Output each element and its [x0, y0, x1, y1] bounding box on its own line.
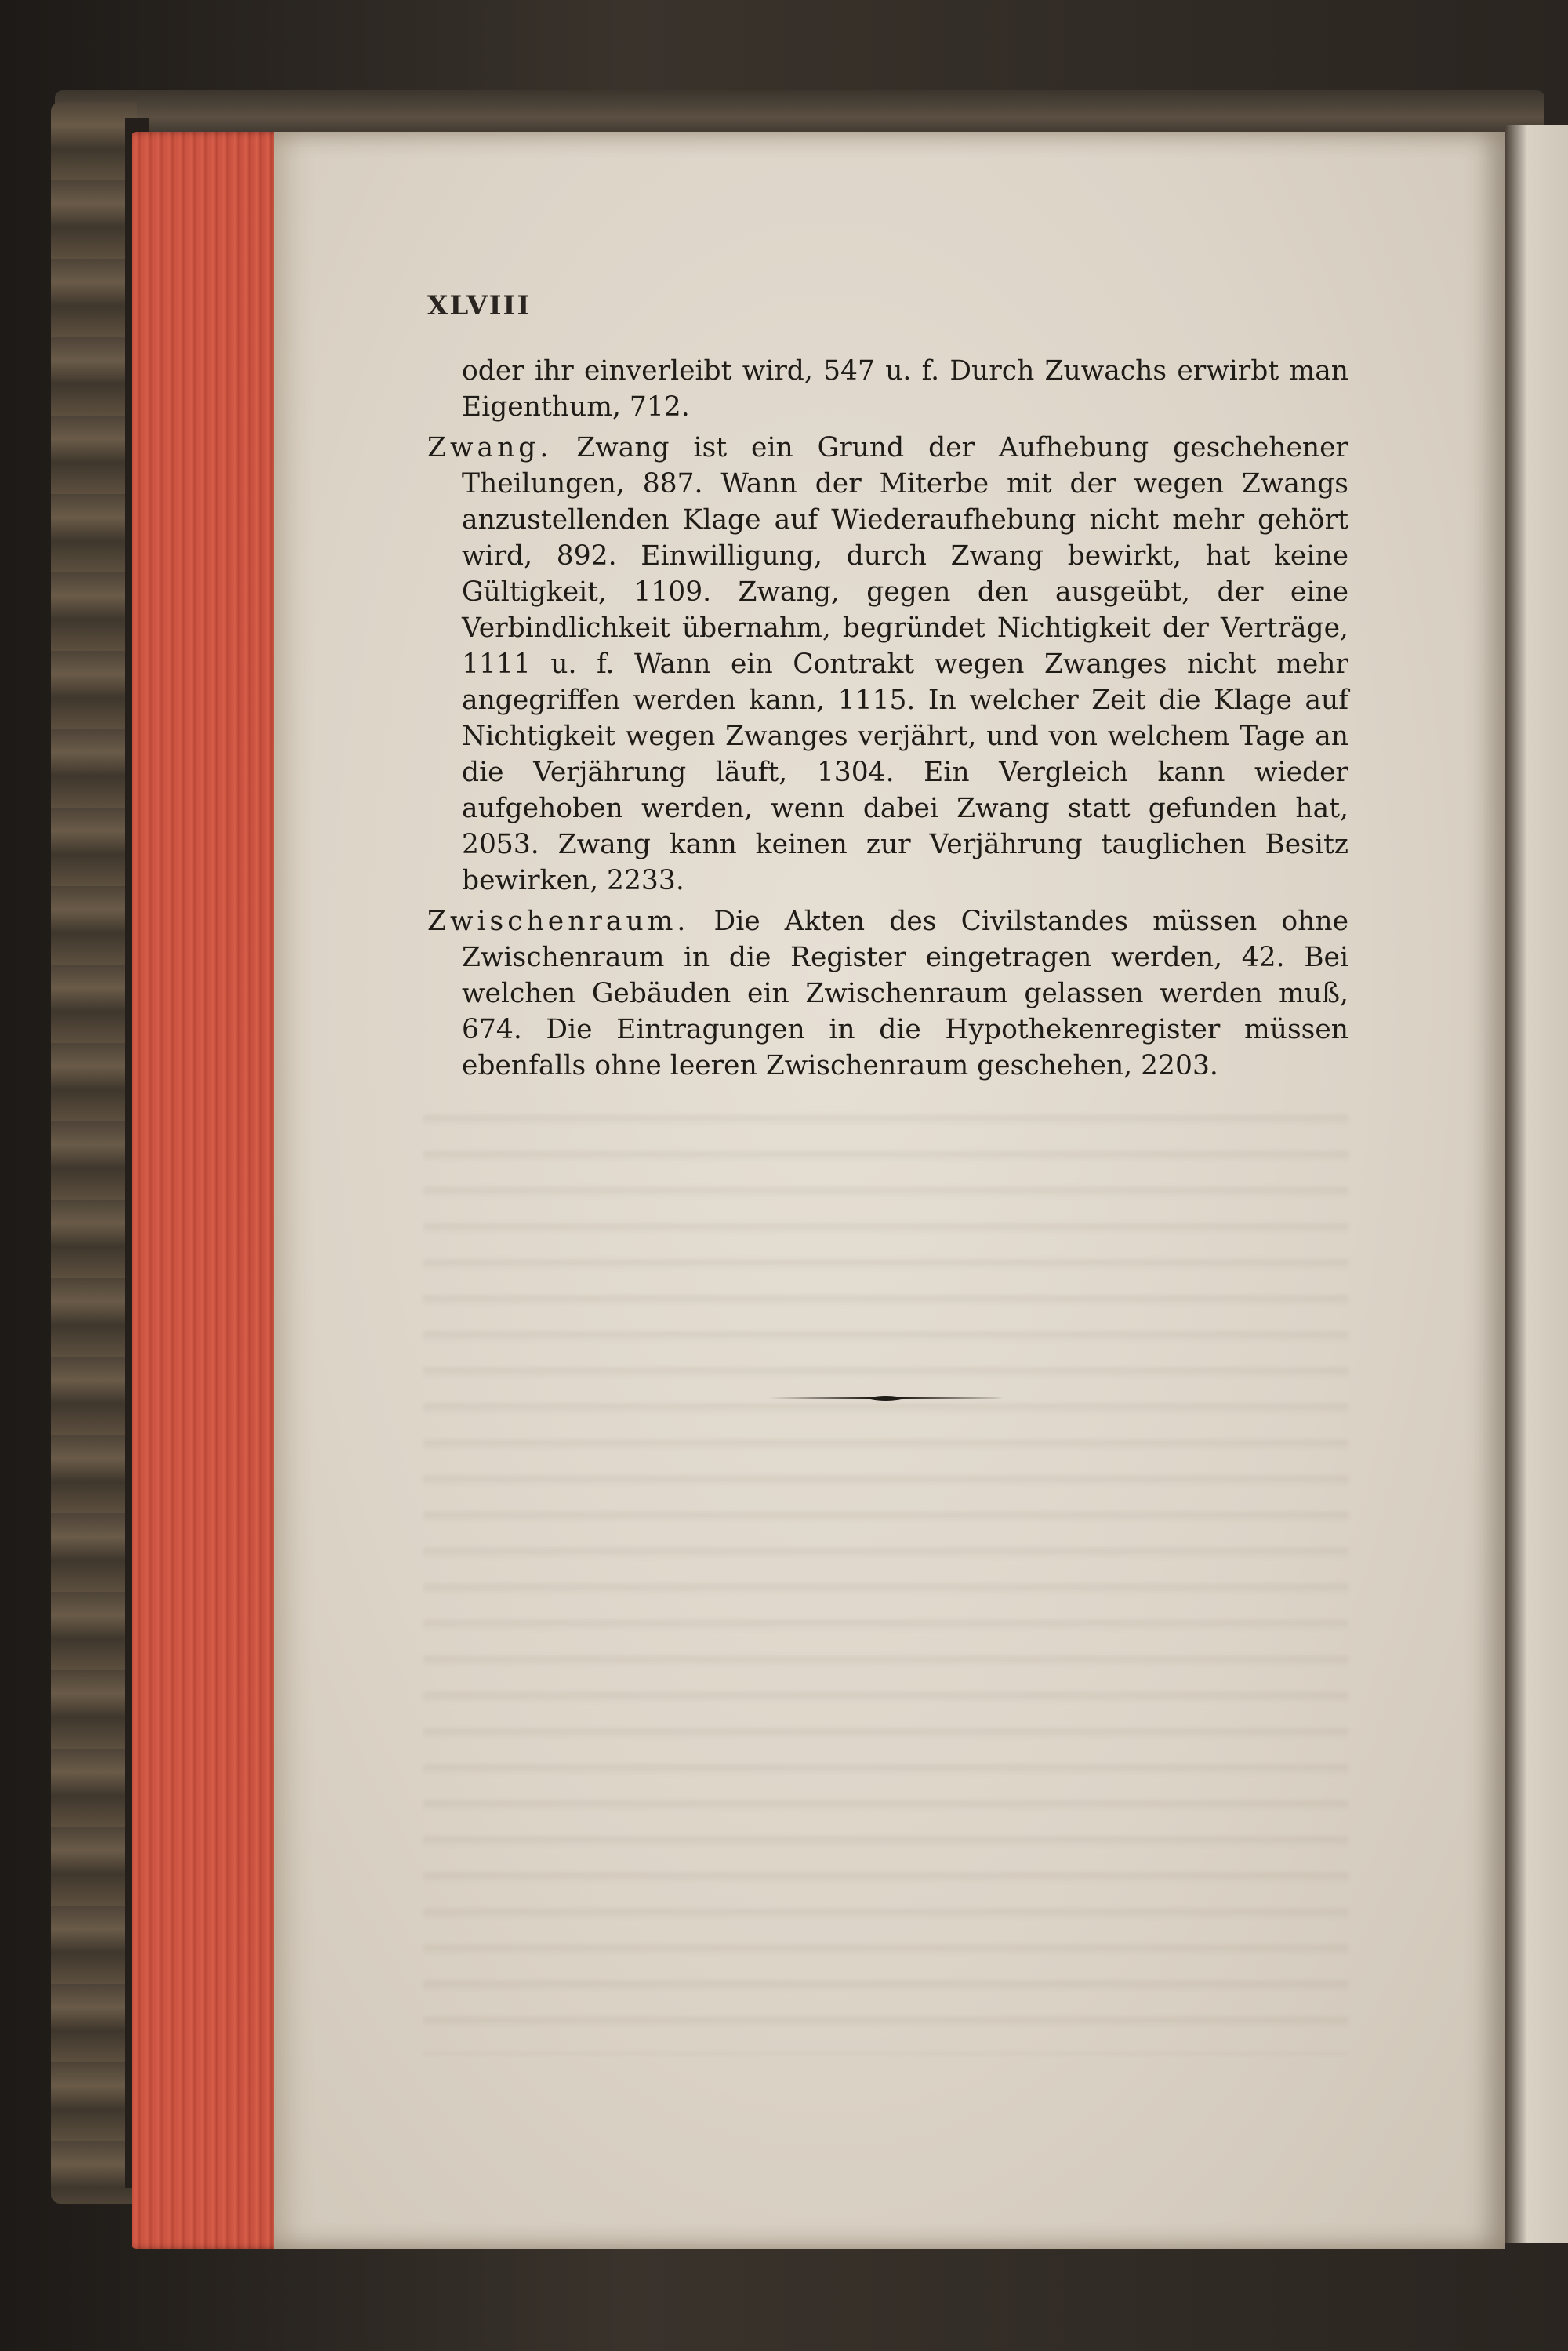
index-entry-zwischenraum: [427, 903, 1348, 1084]
book-spine: [51, 102, 137, 2204]
facing-page-edge: [1505, 125, 1568, 2243]
show-through-text: [423, 1090, 1348, 2055]
index-entry-zwang: [427, 430, 1348, 899]
entry-text: Zwang ist ein Grund der Aufhebung geschehener Theilungen, 887. Wann der Miterbe mit der wegen Zwangs anzustellenden Klage auf Wiederaufhebung nicht mehr gehört wird, 892. Einwilligung, durch Zwang bewirkt, hat keine Gültigkeit, 1109. Zwang, gegen den ausgeübt, der eine Verbindlichkeit übernahm, begründet Nichtigkeit der Verträge, 1111 u. f. Wann ein Contrakt wegen Zwanges nicht mehr angegriffen werden kann, 1115. In welcher Zeit die Klage auf Nichtigkeit wegen Zwanges verjährt, und von welchem Tage an die Verjährung läuft, 1304. Ein Vergleich kann wieder aufgehoben werden, wenn dabei Zwang statt gefunden hat, 2053. Zwang kann keinen zur Verjährung tauglichen Besitz bewirken, 2233.: [462, 432, 1348, 896]
page-number: XLVIII: [427, 290, 532, 322]
red-page-edges: [132, 132, 289, 2249]
index-entry-continuation: [427, 353, 1348, 425]
entry-text: oder ihr einverleibt wird, 547 u. f. Durch Zuwachs erwirbt man Eigenthum, 712.: [462, 355, 1348, 423]
tailpiece-rule: [768, 1394, 1004, 1402]
entry-headword: Zwischenraum.: [427, 906, 690, 937]
entry-text: Die Akten des Civilstandes müssen ohne Zwischenraum in die Register eingetragen werden, 42. Bei welchen Gebäuden ein Zwischenraum gelassen werden muß, 674. Die Eintragungen in die Hypothekenregister müssen ebenfalls ohne leeren Zwischenraum geschehen, 2203.: [462, 906, 1348, 1081]
entry-headword: Zwang.: [427, 432, 553, 463]
index-text: [427, 353, 1348, 1088]
